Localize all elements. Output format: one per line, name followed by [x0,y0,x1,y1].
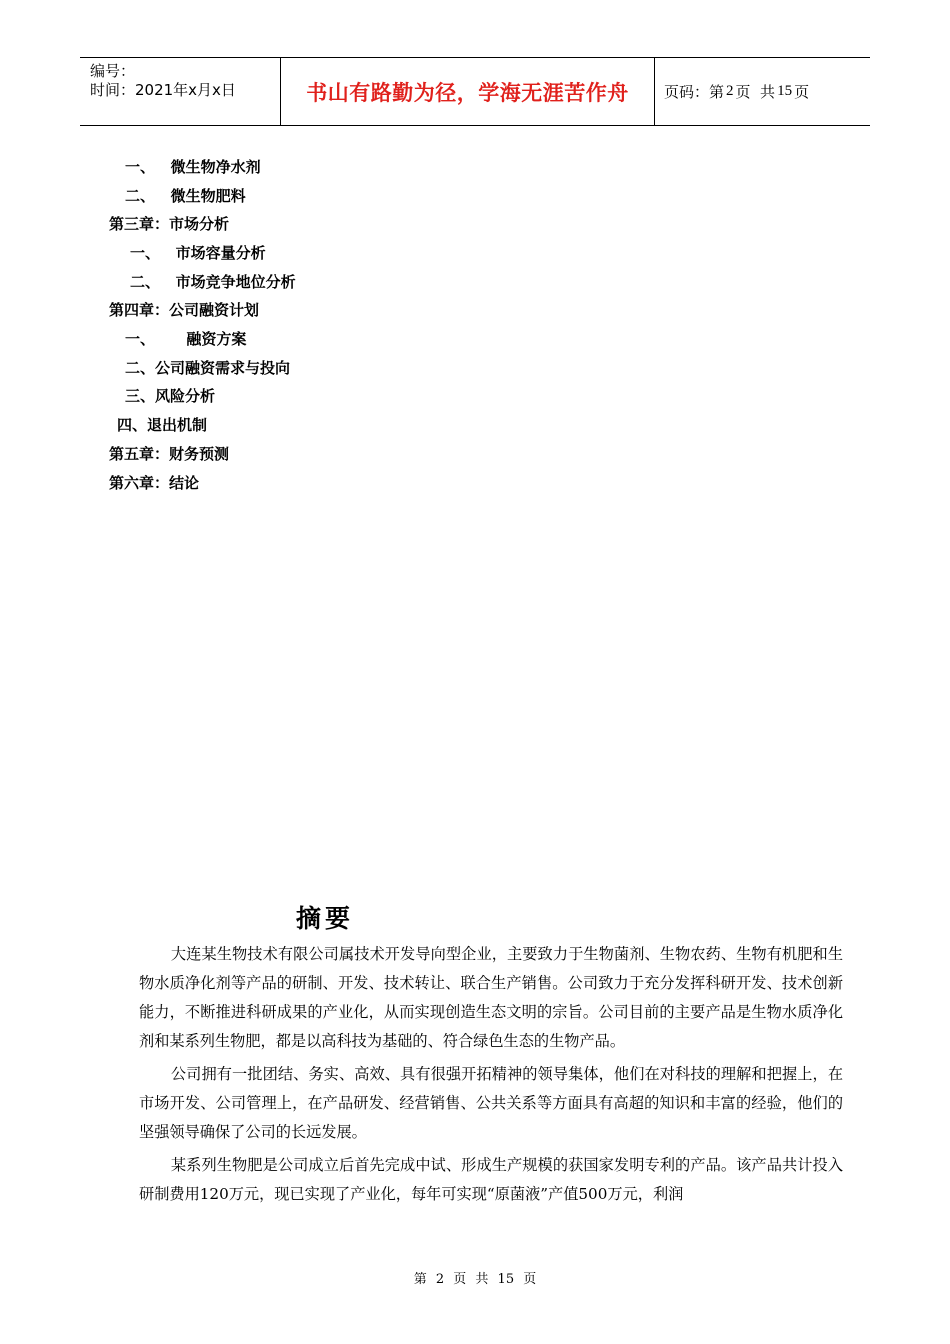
toc-item: 二、公司融资需求与投向 [125,359,291,377]
abstract-paragraph: 某系列生物肥是公司成立后首先完成中试、形成生产规模的获国家发明专利的产品。该产品共计投入研制费用120万元，现已实现了产业化，每年可实现“原菌液”产值500万元，利润 [139,1156,843,1203]
serial-number-label: 编号： [90,62,136,80]
toc-item: 二、 微生物肥料 [125,187,246,205]
toc-item: 第六章：结论 [109,474,200,492]
header-motto: 书山有路勤为径，学海无涯苦作舟 [306,80,629,105]
abstract-paragraph: 大连某生物技术有限公司属技术开发导向型企业，主要致力于生物菌剂、生物农药、生物有机肥和生物水质净化剂等产品的研制、开发、技术转让、联合生产销售。公司致力于充分发挥科研开发、技术创新能力，不断推进科研成果的产业化，从而实现创造生态文明的宗旨。公司目前的主要产品是生物水质净化剂和某系列生物肥，都是以高科技为基础的、符合绿色生态的生物产品。 [139,945,843,1050]
abstract-body [139,940,843,1213]
abstract-title: 摘要 [296,904,355,933]
header-motto-cell [281,58,655,125]
toc-item: 二、 市场竞争地位分析 [130,273,296,291]
page-label-mid: 页 共 [735,83,776,101]
abstract-paragraph: 公司拥有一批团结、务实、高效、具有很强开拓精神的领导集体，他们在对科技的理解和把握上，在市场开发、公司管理上，在产品研发、经营销售、公共关系等方面具有高超的知识和丰富的经验，他们的坚强领导确保了公司的长远发展。 [139,1065,843,1141]
toc-item: 第五章：财务预测 [109,445,230,463]
toc-item: 三、风险分析 [125,387,216,405]
toc-item: 一、 市场容量分析 [130,244,266,262]
page-header [80,57,870,126]
page-footer: 第 2 页 共 15 页 [413,1272,537,1287]
page-label-prefix: 页码：第 [664,83,725,101]
toc-item: 第三章：市场分析 [109,215,230,233]
header-page-cell [655,58,870,125]
page-current: 2 [726,83,734,99]
page-label-suffix: 页 [794,83,810,101]
page-total: 15 [777,83,793,99]
toc-item: 一、 融资方案 [125,330,247,348]
toc-item: 一、 微生物净水剂 [125,158,261,176]
header-meta-cell [80,58,281,125]
toc-item: 四、退出机制 [117,416,208,434]
date-label: 时间：2021年x月x日 [90,81,236,99]
toc-item: 第四章：公司融资计划 [109,301,260,319]
